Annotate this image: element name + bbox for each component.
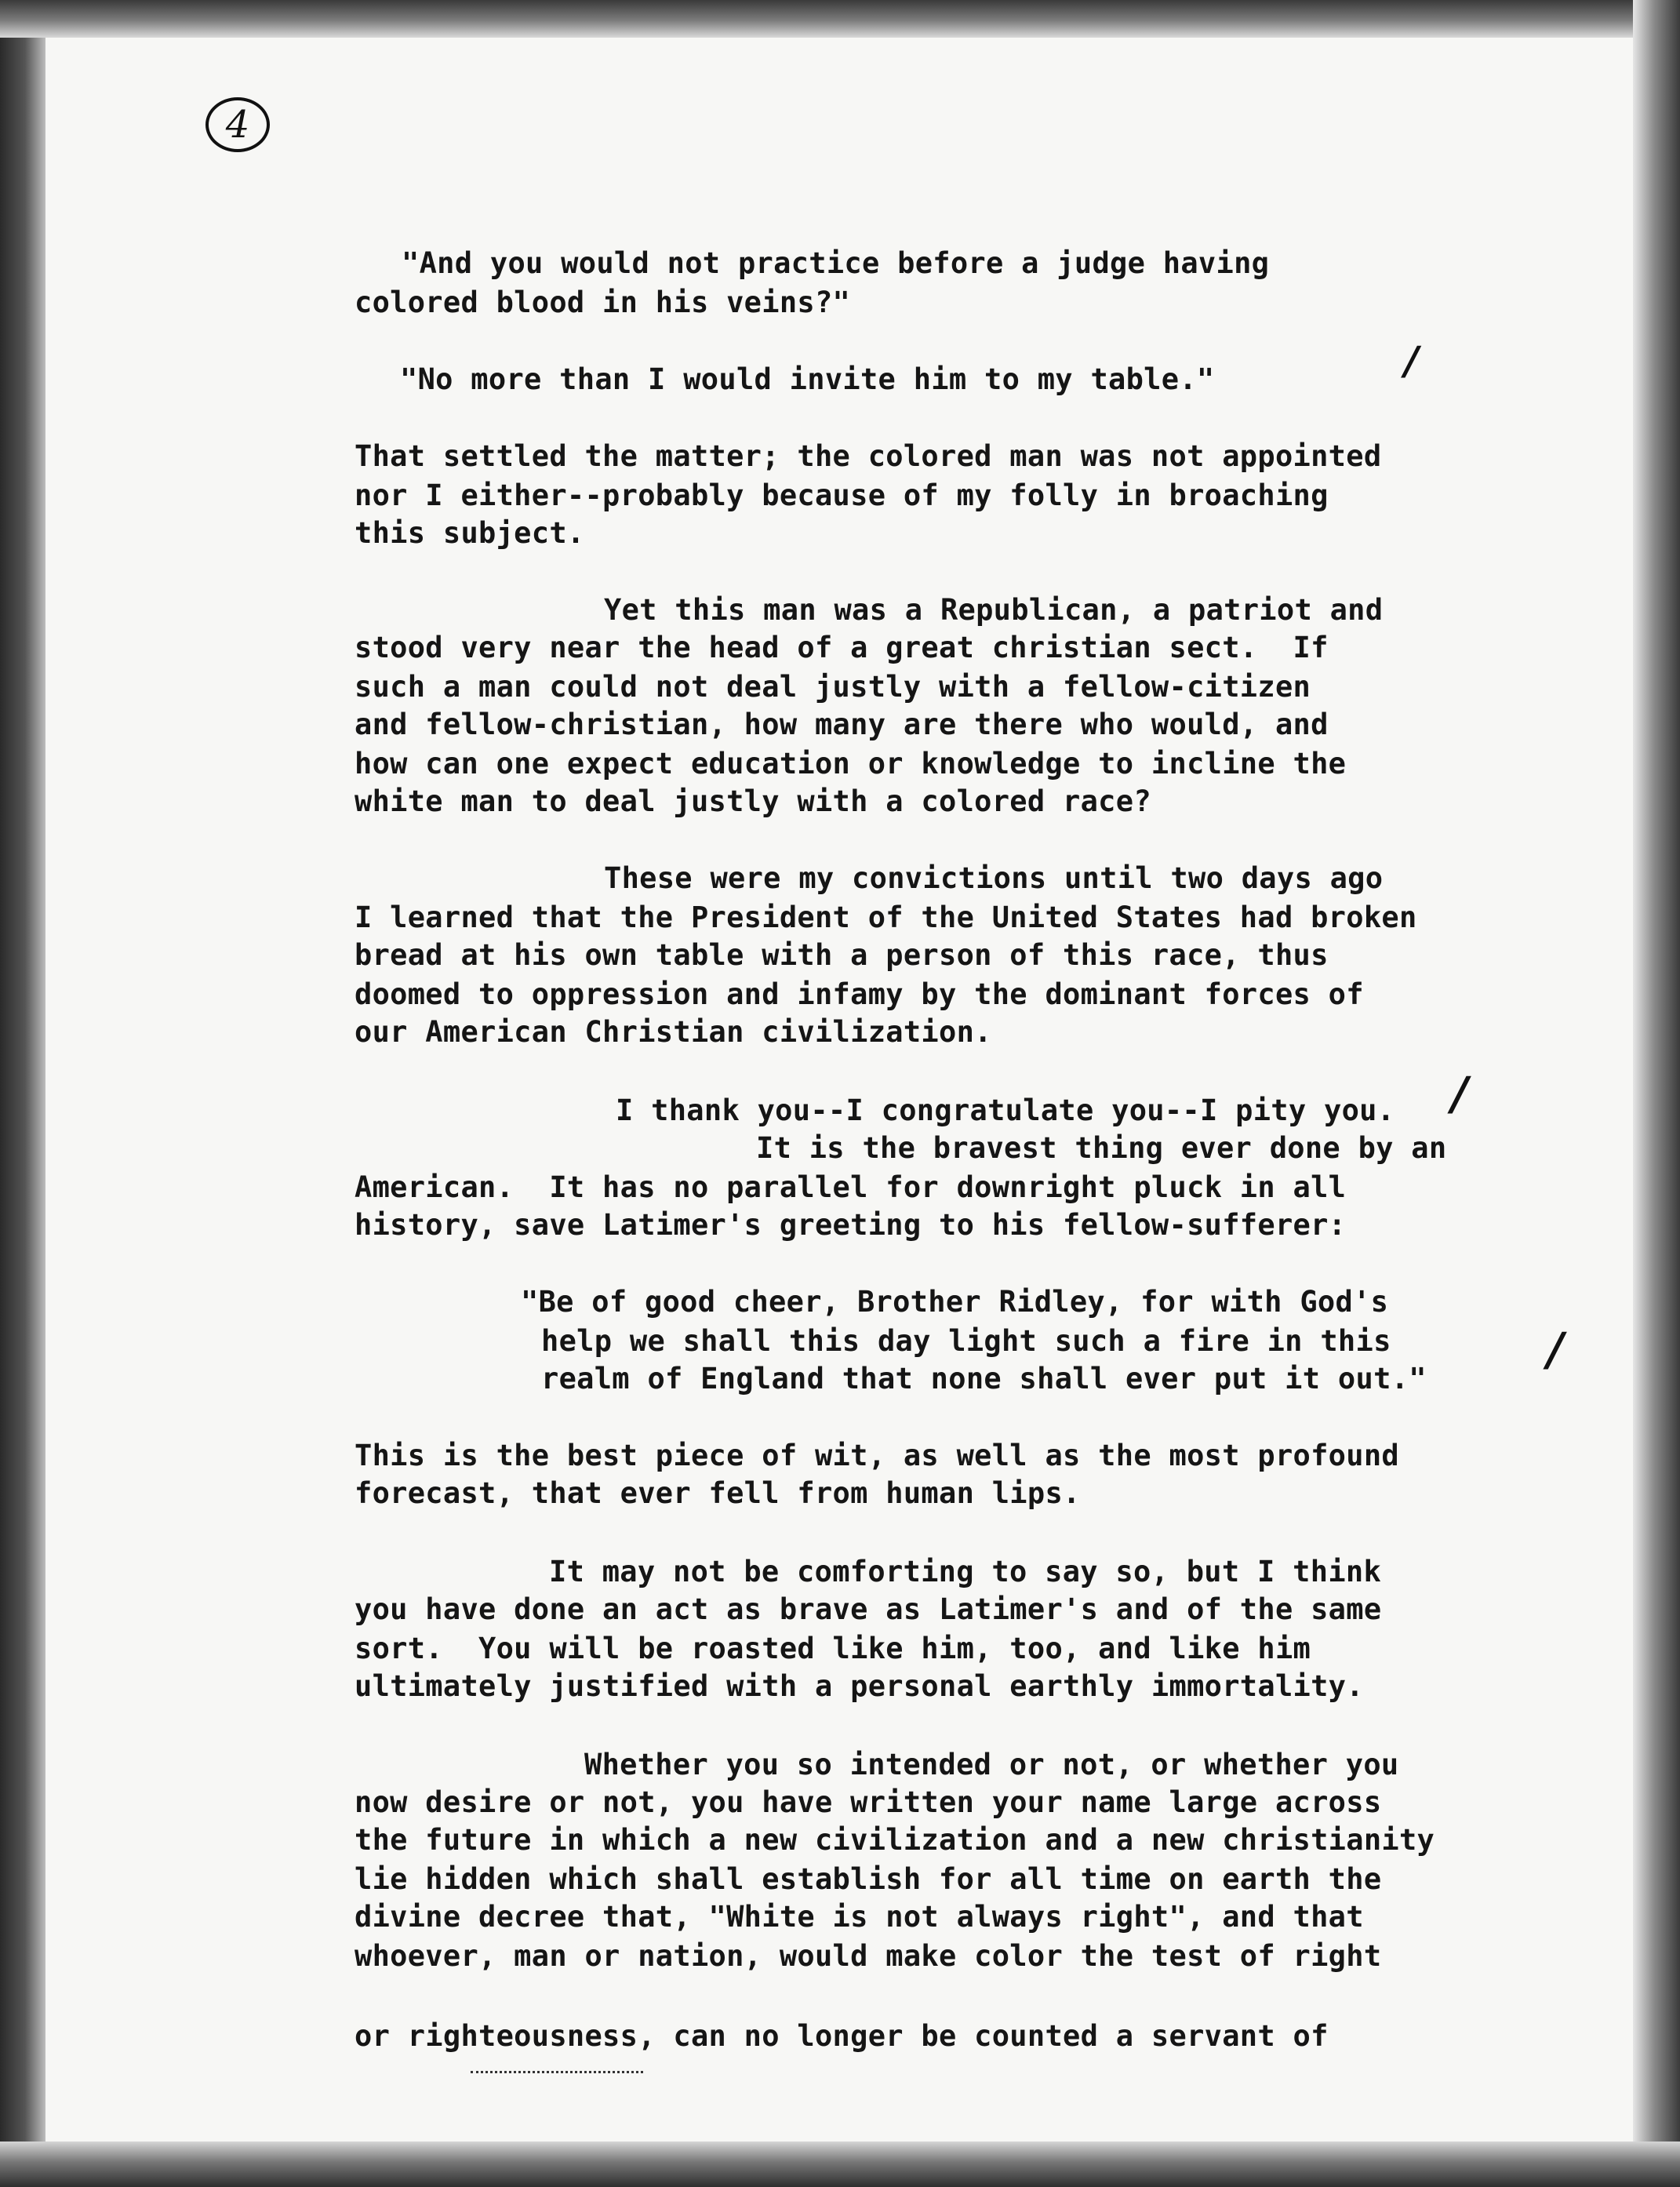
- text-line: realm of England that none shall ever put it out.": [541, 1362, 1427, 1396]
- text-line: now desire or not, you have written your name large across: [355, 1785, 1382, 1819]
- text-line: our American Christian civilization.: [355, 1015, 992, 1049]
- text-line: Yet this man was a Republican, a patriot and: [604, 593, 1384, 627]
- text-line: help we shall this day light such a fire in this: [541, 1324, 1391, 1358]
- text-line: colored blood in his veins?": [355, 286, 851, 319]
- text-line: I thank you--I congratulate you--I pity you.: [616, 1094, 1395, 1127]
- text-line: such a man could not deal justly with a fellow-citizen: [355, 670, 1311, 704]
- scan-border-right: [1633, 0, 1680, 2187]
- text-line: divine decree that, "White is not always right", and that: [355, 1900, 1364, 1934]
- text-line: bread at his own table with a person of this race, thus: [355, 938, 1329, 972]
- text-line: nor I either--probably because of my folly in broaching: [355, 479, 1329, 512]
- scan-border-top: [0, 0, 1680, 38]
- page-number-circled: 4: [205, 97, 270, 152]
- text-line: "No more than I would invite him to my table.": [400, 362, 1215, 396]
- text-line: "And you would not practice before a judge having: [402, 246, 1270, 280]
- text-line: I learned that the President of the United States had broken: [355, 901, 1417, 934]
- text-line: or righteousness, can no longer be counted a servant of: [355, 2019, 1329, 2053]
- text-line: white man to deal justly with a colored race?: [355, 784, 1151, 818]
- scan-border-bottom: [0, 2142, 1680, 2187]
- text-line: ultimately justified with a personal earthly immortality.: [355, 1669, 1364, 1703]
- text-line: These were my convictions until two days ago: [604, 861, 1384, 895]
- text-line: this subject.: [355, 516, 585, 550]
- handwritten-exclamation-mark: /: [1547, 1323, 1564, 1376]
- handwritten-exclamation-mark: /: [1451, 1067, 1468, 1120]
- text-line: whoever, man or nation, would make color the test of right: [355, 1939, 1382, 1973]
- text-line: It is the bravest thing ever done by an: [756, 1131, 1447, 1165]
- scan-border-left: [0, 0, 45, 2187]
- handwritten-exclamation-mark: /: [1404, 337, 1419, 384]
- dotted-rule: [471, 2071, 643, 2073]
- text-line: doomed to oppression and infamy by the dominant forces of: [355, 977, 1364, 1011]
- text-line: history, save Latimer's greeting to his fellow-sufferer:: [355, 1208, 1347, 1242]
- text-line: and fellow-christian, how many are there who would, and: [355, 708, 1329, 741]
- text-line: the future in which a new civilization and a new christianity: [355, 1823, 1435, 1857]
- text-line: lie hidden which shall establish for all time on earth the: [355, 1862, 1382, 1896]
- text-line: American. It has no parallel for downright pluck in all: [355, 1170, 1347, 1204]
- text-line: That settled the matter; the colored man was not appointed: [355, 439, 1382, 473]
- text-line: This is the best piece of wit, as well as the most profound: [355, 1439, 1399, 1472]
- text-line: you have done an act as brave as Latimer's and of the same: [355, 1592, 1382, 1626]
- text-line: It may not be comforting to say so, but I think: [549, 1555, 1382, 1588]
- text-line: stood very near the head of a great christian sect. If: [355, 631, 1329, 664]
- text-line: how can one expect education or knowledge to incline the: [355, 747, 1347, 781]
- text-line: forecast, that ever fell from human lips.: [355, 1476, 1081, 1510]
- text-line: sort. You will be roasted like him, too, and like him: [355, 1632, 1311, 1665]
- text-line: "Be of good cheer, Brother Ridley, for with God's: [521, 1285, 1389, 1319]
- text-line: Whether you so intended or not, or whether you: [584, 1748, 1399, 1781]
